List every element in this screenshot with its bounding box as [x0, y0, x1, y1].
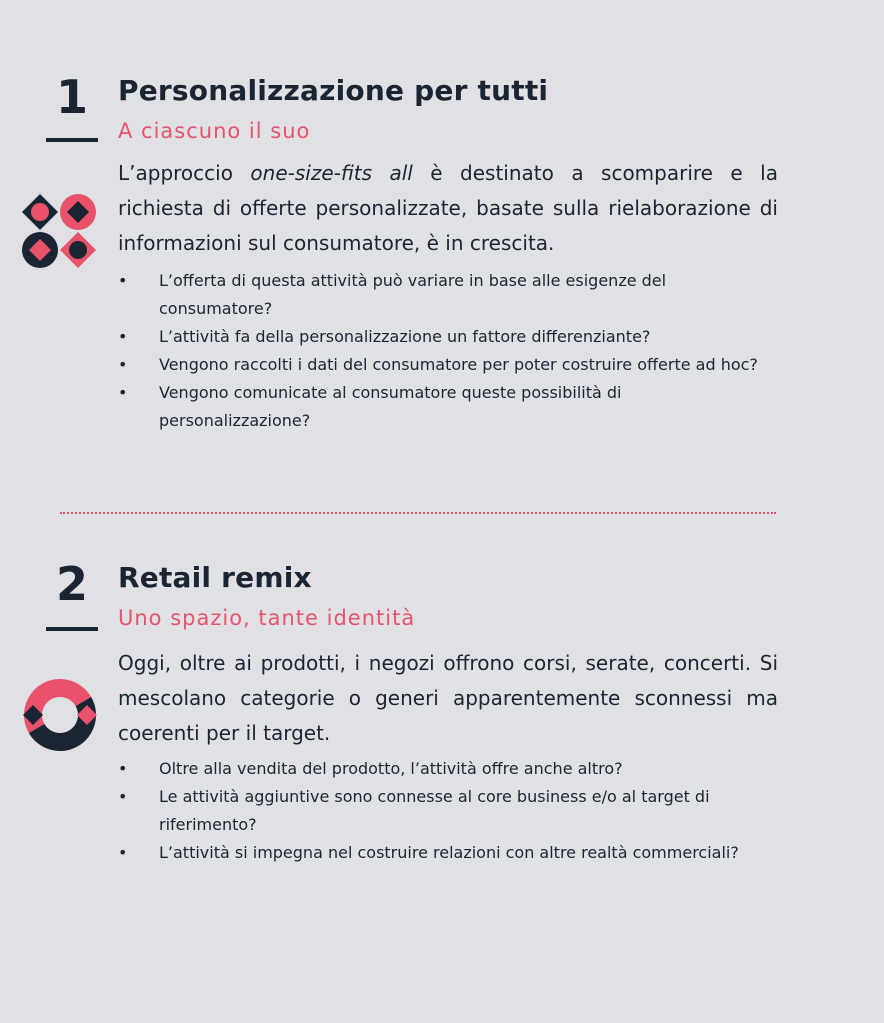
bullet-icon: •: [118, 383, 128, 402]
list-item-text: L’attività fa della personalizzazione un fattore differenziante?: [159, 327, 651, 346]
number-underline: [46, 138, 98, 142]
question-list: [118, 755, 758, 867]
list-item-text: L’offerta di questa attività può variare in base alle esigenze del consumatore?: [159, 271, 667, 318]
list-item-text: L’attività si impegna nel costruire relazioni con altre realtà commerciali?: [159, 843, 739, 862]
list-item: [118, 351, 758, 379]
section-intro: Oggi, oltre ai prodotti, i negozi offrono corsi, serate, concerti. Si mescolano categorie o generi apparentemente sconnessi ma coerenti per il target.: [118, 651, 778, 745]
bullet-icon: •: [118, 271, 128, 290]
section-title: Personalizzazione per tutti: [118, 74, 549, 107]
intro-text-start: L’approccio: [118, 161, 251, 185]
list-item: [118, 323, 758, 351]
list-item: [118, 755, 758, 783]
intro-emphasis: one-size-fits all: [250, 161, 413, 185]
section-number: 2: [55, 557, 88, 611]
section-intro: [118, 156, 778, 261]
section-number: 1: [55, 70, 88, 124]
bullet-icon: •: [118, 355, 128, 374]
question-list: [118, 267, 758, 435]
list-item: [118, 267, 758, 323]
list-item-text: Le attività aggiuntive sono connesse al core business e/o al target di riferimento?: [159, 787, 710, 834]
bullet-icon: •: [118, 787, 128, 806]
dotted-divider: [60, 512, 776, 514]
bullet-icon: •: [118, 759, 128, 778]
list-item: [118, 839, 758, 867]
list-item: [118, 379, 758, 435]
intro-text-end: è destinato a scomparire e la richiesta di offerte personalizzate, basate sulla rielaborazione di informazioni sul consumatore, è in crescita.: [118, 161, 778, 255]
section-title: Retail remix: [118, 561, 312, 594]
bullet-icon: •: [118, 843, 128, 862]
number-underline: [46, 627, 98, 631]
list-item-text: Oltre alla vendita del prodotto, l’attività offre anche altro?: [159, 759, 623, 778]
list-item-text: Vengono raccolti i dati del consumatore per poter costruire offerte ad hoc?: [159, 355, 758, 374]
section-subtitle: A ciascuno il suo: [118, 119, 311, 143]
section-subtitle: Uno spazio, tante identità: [118, 606, 416, 630]
list-item: [118, 783, 758, 839]
list-item-text: Vengono comunicate al consumatore queste possibilità di personalizzazione?: [159, 383, 622, 430]
diamonds-circles-icon: [20, 192, 100, 272]
bullet-icon: •: [118, 327, 128, 346]
split-circle-icon: [20, 675, 100, 755]
